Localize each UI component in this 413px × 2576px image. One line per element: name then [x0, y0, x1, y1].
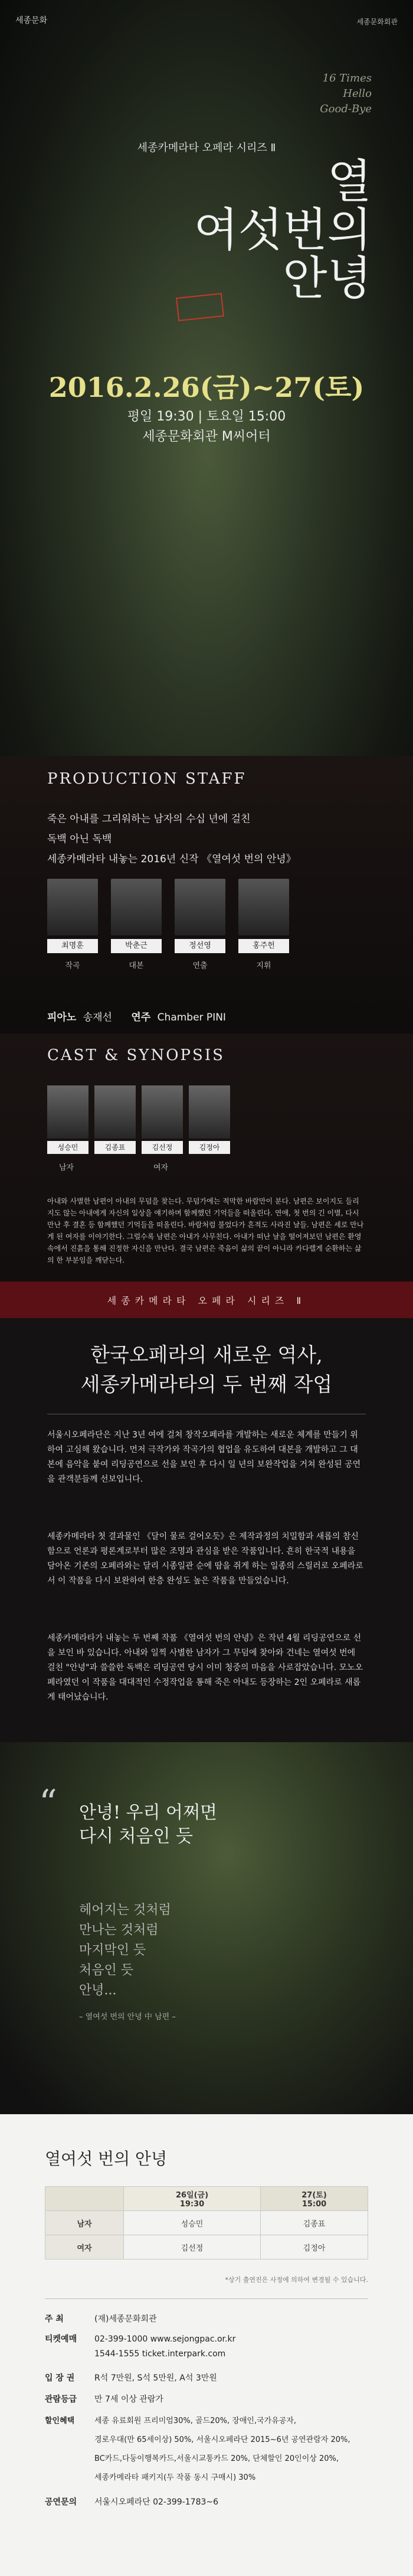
staff-desc-line: 독백 아닌 독백 [47, 833, 112, 845]
info-row [45, 2452, 375, 2463]
cast-card [142, 1085, 183, 1154]
info-value: (재)세종문화회관 [94, 2314, 157, 2324]
staff-heading: PRODUCTION STAFF [47, 770, 247, 788]
staff-name: 홍주헌 [238, 939, 289, 953]
table-cell: 김정아 [261, 2235, 368, 2259]
staff-photo-row [47, 879, 289, 970]
info-label: 관람등급 [45, 2395, 77, 2404]
performance-time: 평일 19:30 | 토요일 15:00 [127, 409, 286, 424]
staff-photo [47, 879, 98, 935]
staff-role: 작곡 [65, 961, 80, 970]
table-row [45, 2235, 368, 2259]
date-time: 19:30 [179, 2200, 205, 2209]
article-paragraph: 서울시오페라단은 지난 3년 여에 걸쳐 창작오페라를 개발하는 새로운 체계를 만들기 위하여 고심해 왔습니다. 먼저 극작가와 작곡가의 협업을 유도하여 대본을 개발하고 그 대본에 음악을 붙여 리딩공연으로 선을 보인 후 다시 일 년의 보완작업을 거쳐 완성된 공연을 관객분들께 선보입니다. [47, 1430, 361, 1484]
article-title-line: 한국오페라의 새로운 역사, [90, 1344, 323, 1367]
date-header [124, 2187, 261, 2211]
schedule-table [45, 2186, 368, 2259]
venue-logo: 세종문화회관 [356, 18, 398, 26]
info-value[interactable]: 1544-1555 ticket.interpark.com [94, 2349, 226, 2359]
ensemble-name: Chamber PINI [157, 1012, 226, 1023]
info-value[interactable]: 02-399-1000 www.sejongpac.or.kr [94, 2334, 236, 2344]
article-title-line: 세종카메라타의 두 번째 작업 [80, 1373, 333, 1397]
quote-line: 마지막인 듯 [79, 1943, 146, 1958]
staff-desc-line: 세종카메라타 내놓는 2016년 신작 《열여섯 번의 안녕》 [47, 853, 296, 865]
quote-verse [79, 1900, 171, 2001]
info-label: 공연문의 [45, 2497, 77, 2507]
cast-photo [142, 1085, 183, 1139]
series-band-text: 세종카메라타 오페라 시리즈 Ⅱ [107, 1295, 306, 1306]
title-line: 열 [327, 155, 372, 208]
quote-mark: “ [39, 1782, 57, 1824]
info-row [45, 2414, 375, 2425]
cast-name: 김정아 [189, 1141, 230, 1154]
info-label: 티켓예매 [45, 2334, 77, 2344]
quote-line: 헤어지는 것처럼 [79, 1903, 171, 1918]
table-cell: 성승민 [124, 2211, 261, 2235]
cast-card [47, 1085, 88, 1154]
table-header-row [45, 2187, 368, 2211]
info-row [45, 2471, 375, 2482]
piano-name: 송재선 [83, 1012, 112, 1023]
title-line: 여섯번의 [194, 203, 372, 257]
article-title [0, 1341, 413, 1400]
info-row [45, 2349, 375, 2359]
quote-line: 만나는 것처럼 [79, 1923, 159, 1938]
info-value: 세종 유료회원 프리미엄30%, 골드20%, 장애인,국가유공자, [94, 2417, 297, 2425]
schedule-title: 열여섯 번의 안녕 [45, 2149, 168, 2169]
info-value: 세종카메라타 패키지(두 작품 동시 구매시) 30% [94, 2473, 256, 2482]
piano-label: 피아노 [47, 1012, 77, 1023]
female-role-label: 여자 [153, 1163, 169, 1172]
performance-venue: 세종문화회관 M씨어터 [142, 429, 271, 444]
table-cell: 김선정 [124, 2235, 261, 2259]
staff-desc-line: 죽은 아내를 그리워하는 남자의 수십 년에 걸친 [47, 813, 251, 825]
title-line: 안녕 [283, 252, 372, 305]
row-label: 여자 [45, 2235, 124, 2259]
info-value: 서울시오페라단 02-399-1783~6 [94, 2497, 219, 2507]
quote-line: 처음인 듯 [79, 1963, 134, 1978]
table-cell: 김종표 [261, 2211, 368, 2235]
cast-card [94, 1085, 136, 1154]
cast-photo [189, 1085, 230, 1139]
staff-photo [175, 879, 225, 935]
table-row [45, 2211, 368, 2235]
english-tagline [320, 71, 372, 117]
synopsis-text: 아내와 사별한 남편이 아내의 무덤을 찾는다. 무덤가에는 적막한 바람만이 분다. 남편은 보이지도 들리지도 않는 아내에게 자신의 일상을 얘기하며 함께했던 기억들을 떠올린다. 연애, 첫 번의 긴 이별, 다시 만난 후 결혼 등 함께했던 기억들을 떠올린다. 바람처럼 불었다가 흔적도 사라진 날들. 남편은 세로 만나게 된 여자를 이야기한다. 그럴수록 남편은 아내가 사무친다. 아내가 떠난 날을 떨어져보던 남편은 환영속에서 진흙을 통해 진정한 자신을 만난다. 결국 남편은 죽음이 삶의 끝이 아니라 카다렐게 순환하는 삶의 한 부분임을 깨닫는다. [47, 1197, 364, 1264]
musicians-line [47, 1009, 226, 1023]
info-value: R석 7만원, S석 5만원, A석 3만원 [94, 2373, 217, 2383]
row-label: 남자 [45, 2211, 124, 2235]
date-header [261, 2187, 368, 2211]
info-value: 경로우대(만 65세이상) 50%, 서울시오페라단 2015~6년 공연관람자 20%, [94, 2435, 350, 2444]
staff-name: 최명훈 [47, 939, 98, 953]
article-paragraph: 세종카메라타 첫 결과물인 《달이 물로 걸어오듯》은 제작과정의 치밀함과 새롭의 참신함으로 언론과 평론계로부터 많은 조명과 관심을 받은 작품입니다. 흔히 한국적 내용을 담아온 기존의 오페라와는 달리 시종일관 순에 땀을 쥐게 하는 일종의 스릴러로 오페라로서 이 작품을 다시 보완하여 한층 완성도 높은 작품을 만들었습니다. [47, 1532, 363, 1586]
info-row [45, 2433, 375, 2444]
staff-card [47, 879, 98, 970]
quote-headline [79, 1801, 217, 1848]
organizer-logo: 세종문화 [15, 16, 48, 25]
date-day: 26일(금) [175, 2191, 209, 2200]
staff-name: 박춘근 [111, 939, 162, 953]
ensemble-label: 연주 [131, 1012, 151, 1023]
date-day: 27(토) [301, 2191, 327, 2200]
male-role-label: 남자 [59, 1163, 74, 1172]
article-paragraph: 세종카메라타가 내놓는 두 번째 작품 《열여섯 번의 안녕》은 작년 4월 리딩공연으로 선을 보인 바 있습니다. 아내와 일찍 사별한 남자가 그 무덤에 찾아와 건네는 열여섯 번에 걸친 "안녕"과 쓸쓸한 독백은 리딩공연 당시 이미 청중의 마음을 사로잡았습니다. 모노오페라였던 이 작품을 대대적인 수정작업을 통해 죽은 아내도 등장하는 2인 오페라로 새롭게 태어났습니다. [47, 1633, 363, 1702]
staff-photo [111, 879, 162, 935]
staff-role: 연출 [192, 961, 208, 970]
info-value: 만 7세 이상 관람가 [94, 2395, 163, 2404]
info-divider [45, 2298, 368, 2299]
cast-heading: CAST & SYNOPSIS [47, 1046, 225, 1064]
info-row [45, 2333, 375, 2345]
cast-photo-row [47, 1085, 230, 1154]
info-row [45, 2496, 375, 2507]
table-corner [45, 2187, 124, 2211]
date-time: 15:00 [301, 2200, 327, 2209]
quote-source: – 열여섯 번의 안녕 中 남편 – [79, 2013, 176, 2021]
info-row [45, 2372, 375, 2383]
info-label: 주 최 [45, 2314, 64, 2324]
cast-photo [47, 1085, 88, 1139]
info-value: BC카드,다둥이행복카드,서울시교통카드 20%, 단체할인 20인이상 20%, [94, 2454, 339, 2463]
staff-name: 정선영 [175, 939, 225, 953]
quote-head-line: 다시 처음인 듯 [79, 1826, 193, 1847]
tagline-line: 16 Times [322, 72, 372, 84]
opera-title [194, 155, 372, 305]
cast-photo [94, 1085, 136, 1139]
performance-date: 2016.2.26(금)~27(토) [48, 371, 365, 403]
cast-change-note: *상기 출연진은 사정에 의하여 변경될 수 있습니다. [225, 2276, 368, 2284]
staff-role: 지휘 [256, 961, 271, 970]
quote-section [0, 1742, 413, 2114]
staff-card [111, 879, 162, 970]
staff-role: 대본 [129, 961, 144, 970]
series-label: 세종카메라타 오페라 시리즈 Ⅱ [137, 142, 276, 154]
quote-line: 안녕... [79, 1983, 117, 1998]
info-row [45, 2393, 375, 2405]
info-label: 할인혜택 [45, 2417, 75, 2425]
staff-photo [238, 879, 289, 935]
staff-card [175, 879, 225, 970]
cast-name: 성승민 [47, 1141, 88, 1154]
info-label: 입 장 권 [45, 2373, 75, 2383]
cast-name: 김선정 [142, 1141, 183, 1154]
info-row [45, 2313, 375, 2324]
red-seal-stamp [176, 293, 224, 321]
cast-name: 김종표 [94, 1141, 136, 1154]
tagline-line: Good-Bye [320, 103, 372, 115]
cast-card [189, 1085, 230, 1154]
tagline-line: Hello [343, 87, 372, 100]
staff-card [238, 879, 289, 970]
quote-head-line: 안녕! 우리 어쩌면 [79, 1802, 217, 1823]
